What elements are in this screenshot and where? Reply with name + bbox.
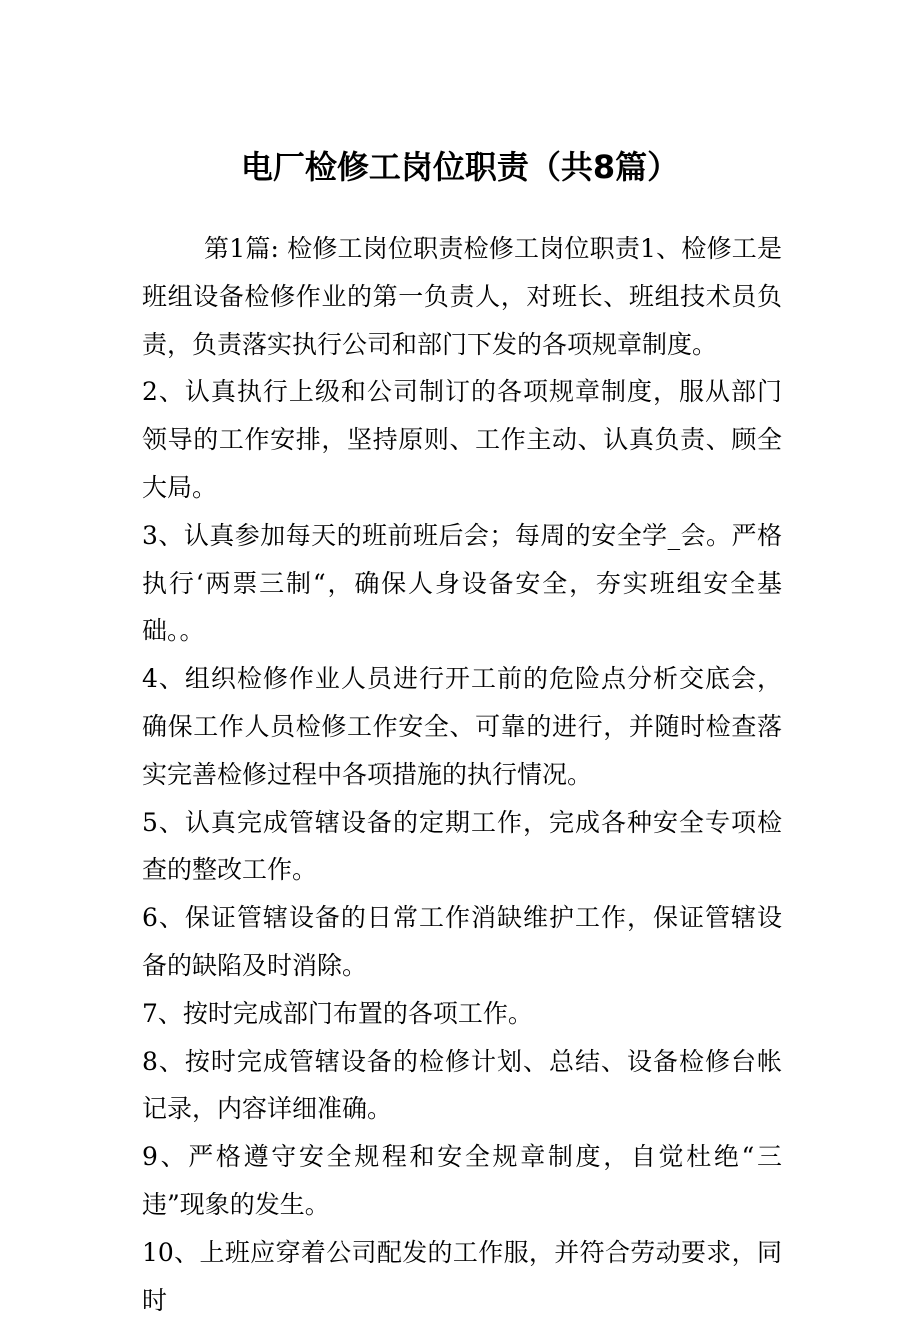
paragraph-7: 7、按时完成部门布置的各项工作。 bbox=[142, 998, 533, 1028]
paragraph-5: 5、认真完成管辖设备的定期工作，完成各种安全专项检查的整改工作。 bbox=[142, 807, 782, 885]
document-body bbox=[142, 225, 782, 1324]
paragraph-1: 第1篇: 检修工岗位职责检修工岗位职责1、检修工是班组设备检修作业的第一负责人，对班长、班组技术员负责，负责落实执行公司和部门下发的各项规章制度。 bbox=[142, 234, 782, 359]
paragraph-6: 6、保证管辖设备的日常工作消缺维护工作，保证管辖设备的缺陷及时消除。 bbox=[142, 903, 782, 980]
paragraph-8: 8、按时完成管辖设备的检修计划、总结、设备检修台帐记录，内容详细准确。 bbox=[142, 1046, 782, 1124]
paragraph-4: 4、组织检修作业人员进行开工前的危险点分析交底会，确保工作人员检修工作安全、可靠的进行，并随时检查落实完善检修过程中各项措施的执行情况。 bbox=[142, 664, 782, 789]
paragraph-3: 3、认真参加每天的班前班后会；每周的安全学_会。严格执行‘两票三制“，确保人身设备安全，夯实班组安全基础。。 bbox=[142, 520, 782, 646]
paragraph-9: 9、严格遵守安全规程和安全规章制度，自觉杜绝“三违”现象的发生。 bbox=[142, 1142, 782, 1219]
paragraph-2: 2、认真执行上级和公司制订的各项规章制度，服从部门领导的工作安排，坚持原则、工作主动、认真负责、顾全大局。 bbox=[142, 377, 782, 502]
document-title: 电厂检修工岗位职责（共8篇） bbox=[240, 148, 680, 186]
paragraph-10: 10、上班应穿着公司配发的工作服，并符合劳动要求，同时 bbox=[142, 1237, 782, 1315]
